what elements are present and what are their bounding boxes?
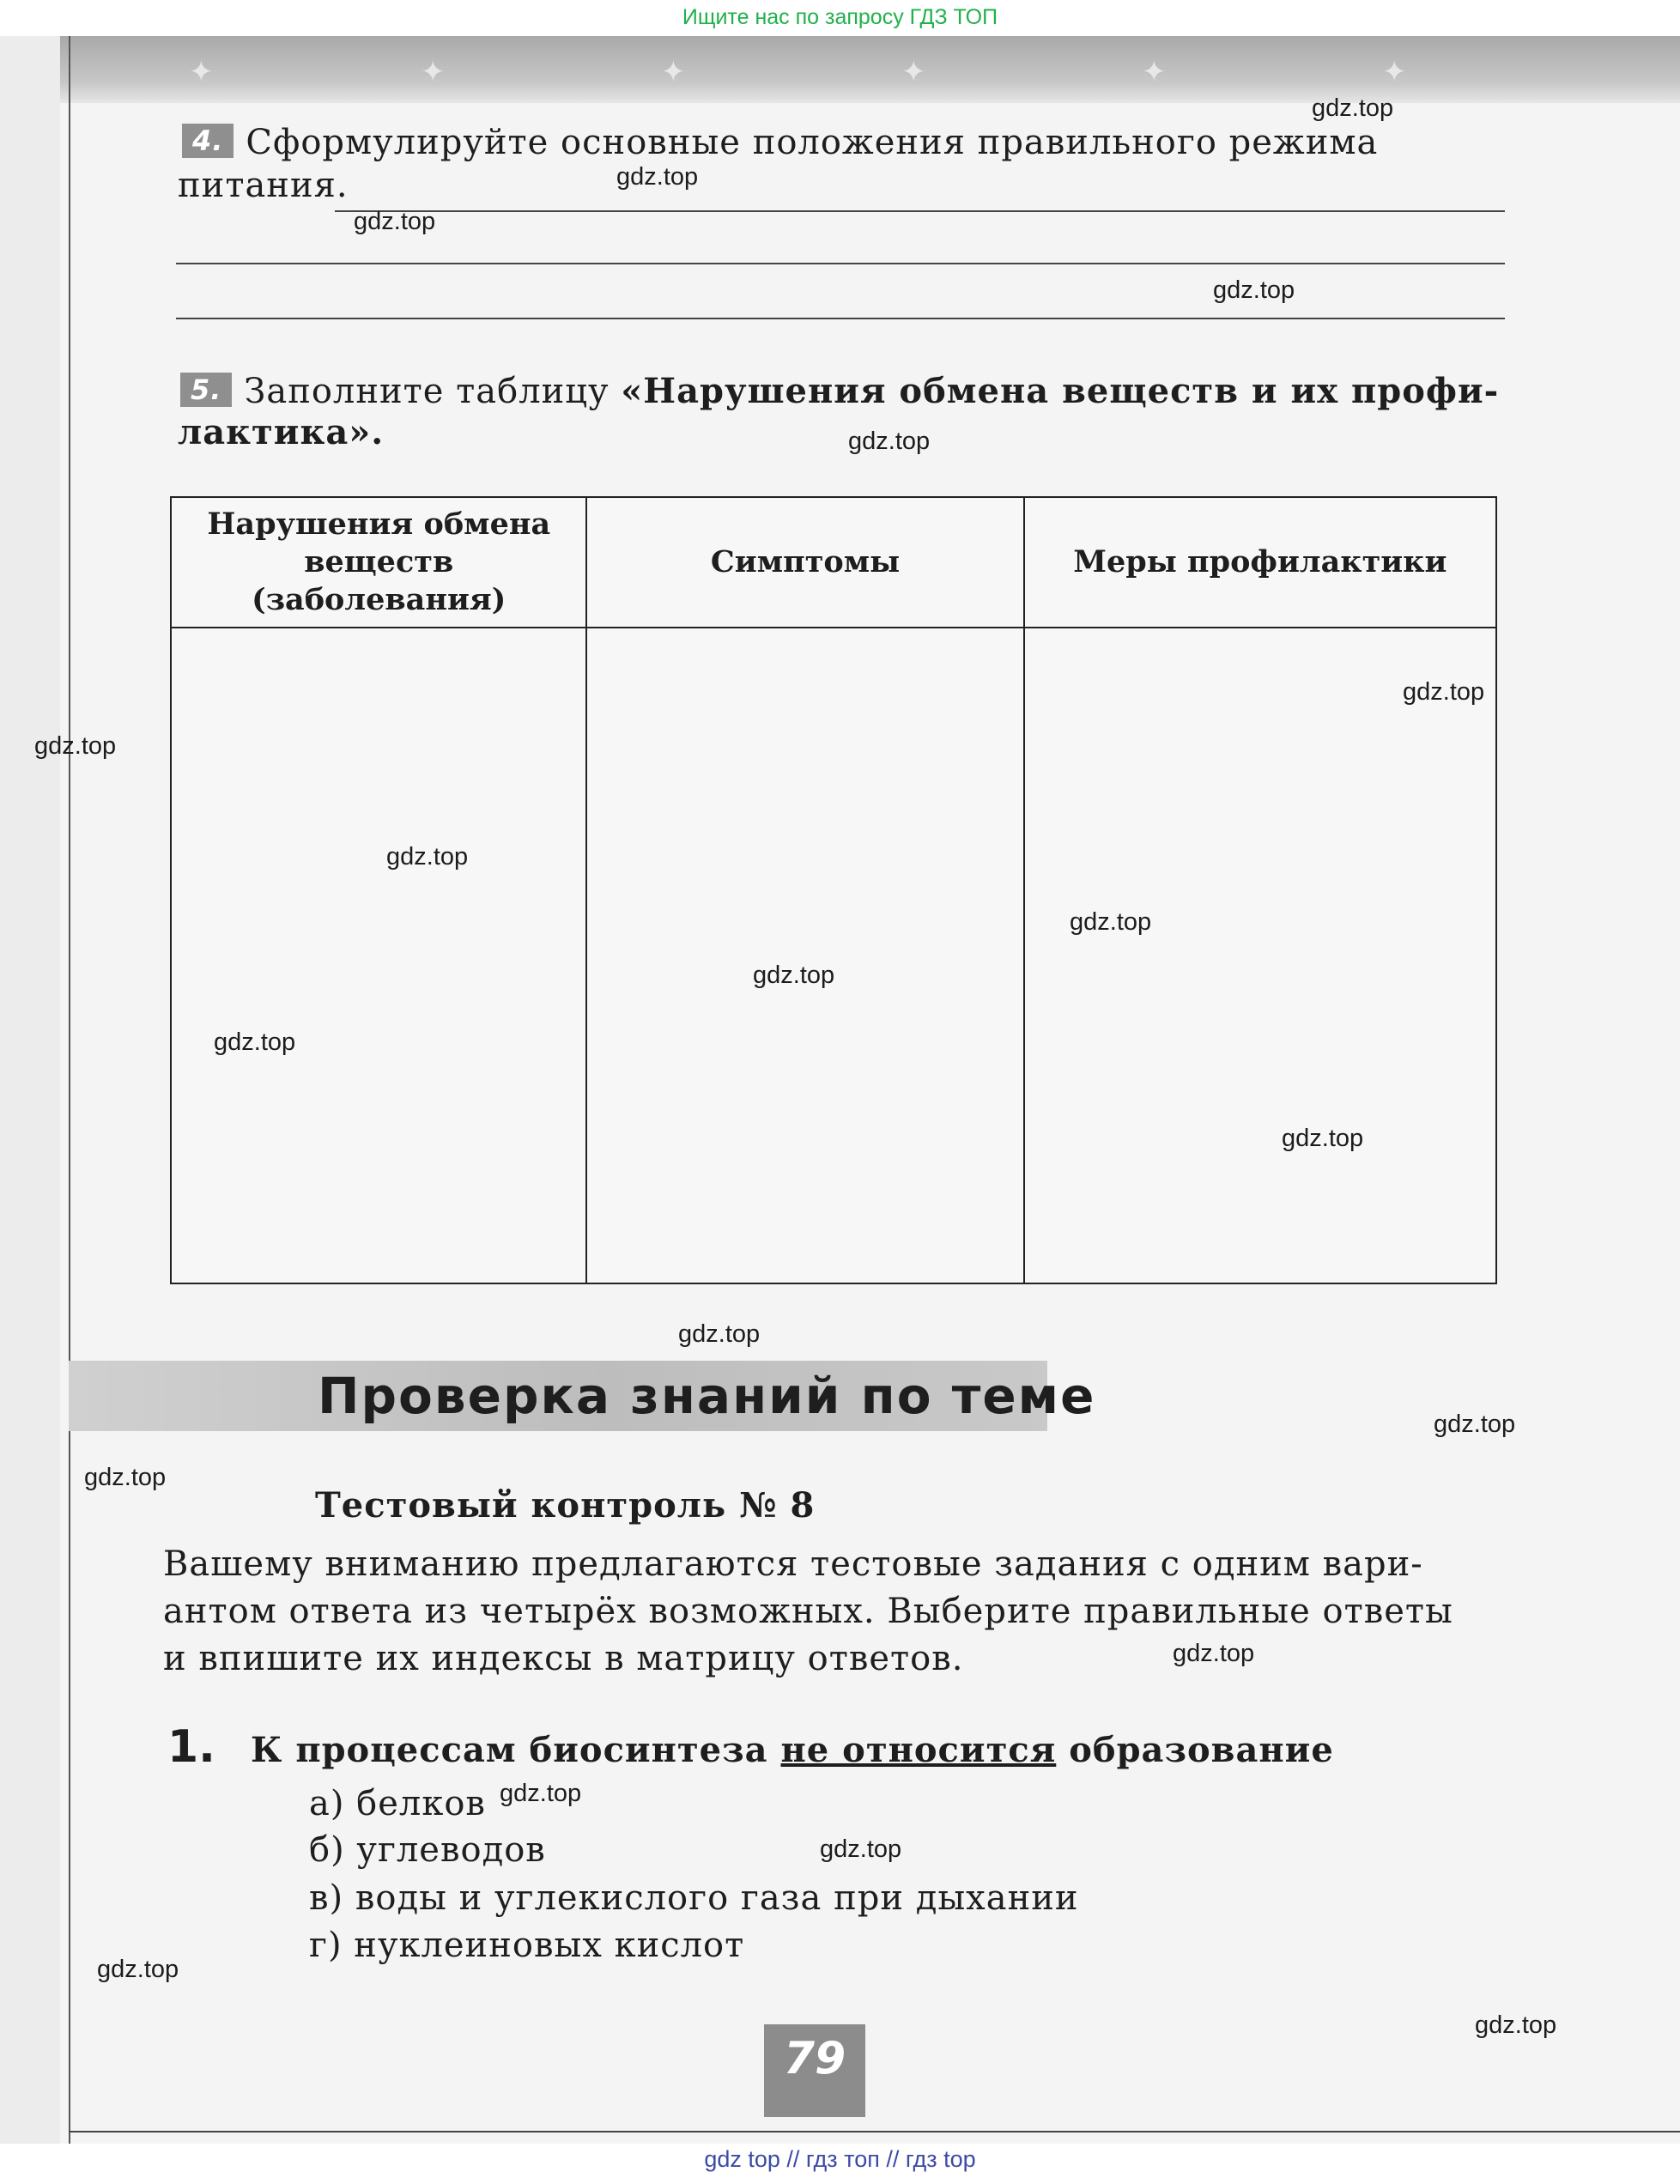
watermark: gdz.top [678,1320,761,1348]
test-instructions: Вашему вниманию предлагаются тестовые задания с одним вари- антом ответа из четырёх возможных. Выберите правильные ответы и впишите их индексы в матрицу ответов. [163,1544,1453,1678]
question1-number: 1. [167,1721,215,1773]
metabolism-disorders-table [170,496,1497,1284]
section-title: Проверка знаний по теме [318,1367,1096,1425]
watermark: gdz.top [386,843,469,871]
watermark: gdz.top [354,208,436,235]
page-edge-rule [69,36,70,2144]
animal-silhouette-icon: ✦ [661,55,686,89]
question1-text: К процессам биосинтеза не относится образование [251,1730,1334,1770]
watermark: gdz.top [1173,1640,1255,1667]
watermark: gdz.top [34,732,117,760]
animal-silhouette-icon: ✦ [1142,55,1167,89]
animal-silhouette-icon: ✦ [1382,55,1407,89]
task5-line2: лактика». [178,412,385,452]
answer-line[interactable] [176,318,1505,319]
task4-number: 4. [182,124,234,158]
answer-option-d[interactable]: г) нуклеиновых кислот [309,1926,745,1965]
watermark: gdz.top [214,1028,296,1056]
table-cell-disorders-input[interactable] [171,628,586,1283]
answer-line[interactable] [335,210,1505,212]
answer-line[interactable] [176,263,1505,264]
watermark: gdz.top [84,1464,167,1491]
watermark: gdz.top [753,962,835,989]
answer-option-a[interactable]: а) белков [309,1784,486,1823]
task5-line1: 5. Заполните таблицу «Нарушения обмена веществ и их профи- [180,369,1499,414]
watermark: gdz.top [616,163,699,191]
watermark: gdz.top [500,1780,582,1807]
watermark: gdz.top [1434,1410,1516,1438]
watermark: gdz.top [1475,2011,1557,2039]
table-header-disorders: Нарушения обмена веществ (заболевания) [171,497,586,628]
task4-line1: 4. Сформулируйте основные положения правильного режима [182,120,1378,165]
task5-number: 5. [180,373,232,407]
watermark: gdz.top [97,1956,179,1983]
decorative-header-strip [60,36,1680,103]
animal-silhouette-icon: ✦ [901,55,926,89]
test-heading: Тестовый контроль № 8 [315,1485,816,1526]
watermark: gdz.top [1282,1125,1364,1152]
watermark: gdz.top [1070,908,1152,936]
watermark: gdz.top [1213,276,1295,304]
top-banner[interactable]: Ищите нас по запросу ГДЗ ТОП [682,5,998,29]
page-bottom-rule [69,2131,1680,2132]
watermark: gdz.top [820,1835,902,1863]
watermark: gdz.top [848,428,931,455]
answer-option-b[interactable]: б) углеводов [309,1830,546,1870]
answer-option-c[interactable]: в) воды и углекислого газа при дыхании [309,1878,1079,1918]
watermark: gdz.top [1403,678,1485,706]
watermark: gdz.top [1312,94,1394,122]
table-header-symptoms: Симптомы [586,497,1023,628]
animal-silhouette-icon: ✦ [421,55,446,89]
table-cell-symptoms-input[interactable] [586,628,1023,1283]
footer-links[interactable]: gdz top // гдз топ // гдз top [704,2146,976,2172]
task4-line2: питания. [178,166,349,205]
page-number: 79 [783,2033,846,2084]
table-header-prevention: Меры профилактики [1024,497,1496,628]
animal-silhouette-icon: ✦ [189,55,214,89]
table-cell-prevention-input[interactable] [1024,628,1496,1283]
